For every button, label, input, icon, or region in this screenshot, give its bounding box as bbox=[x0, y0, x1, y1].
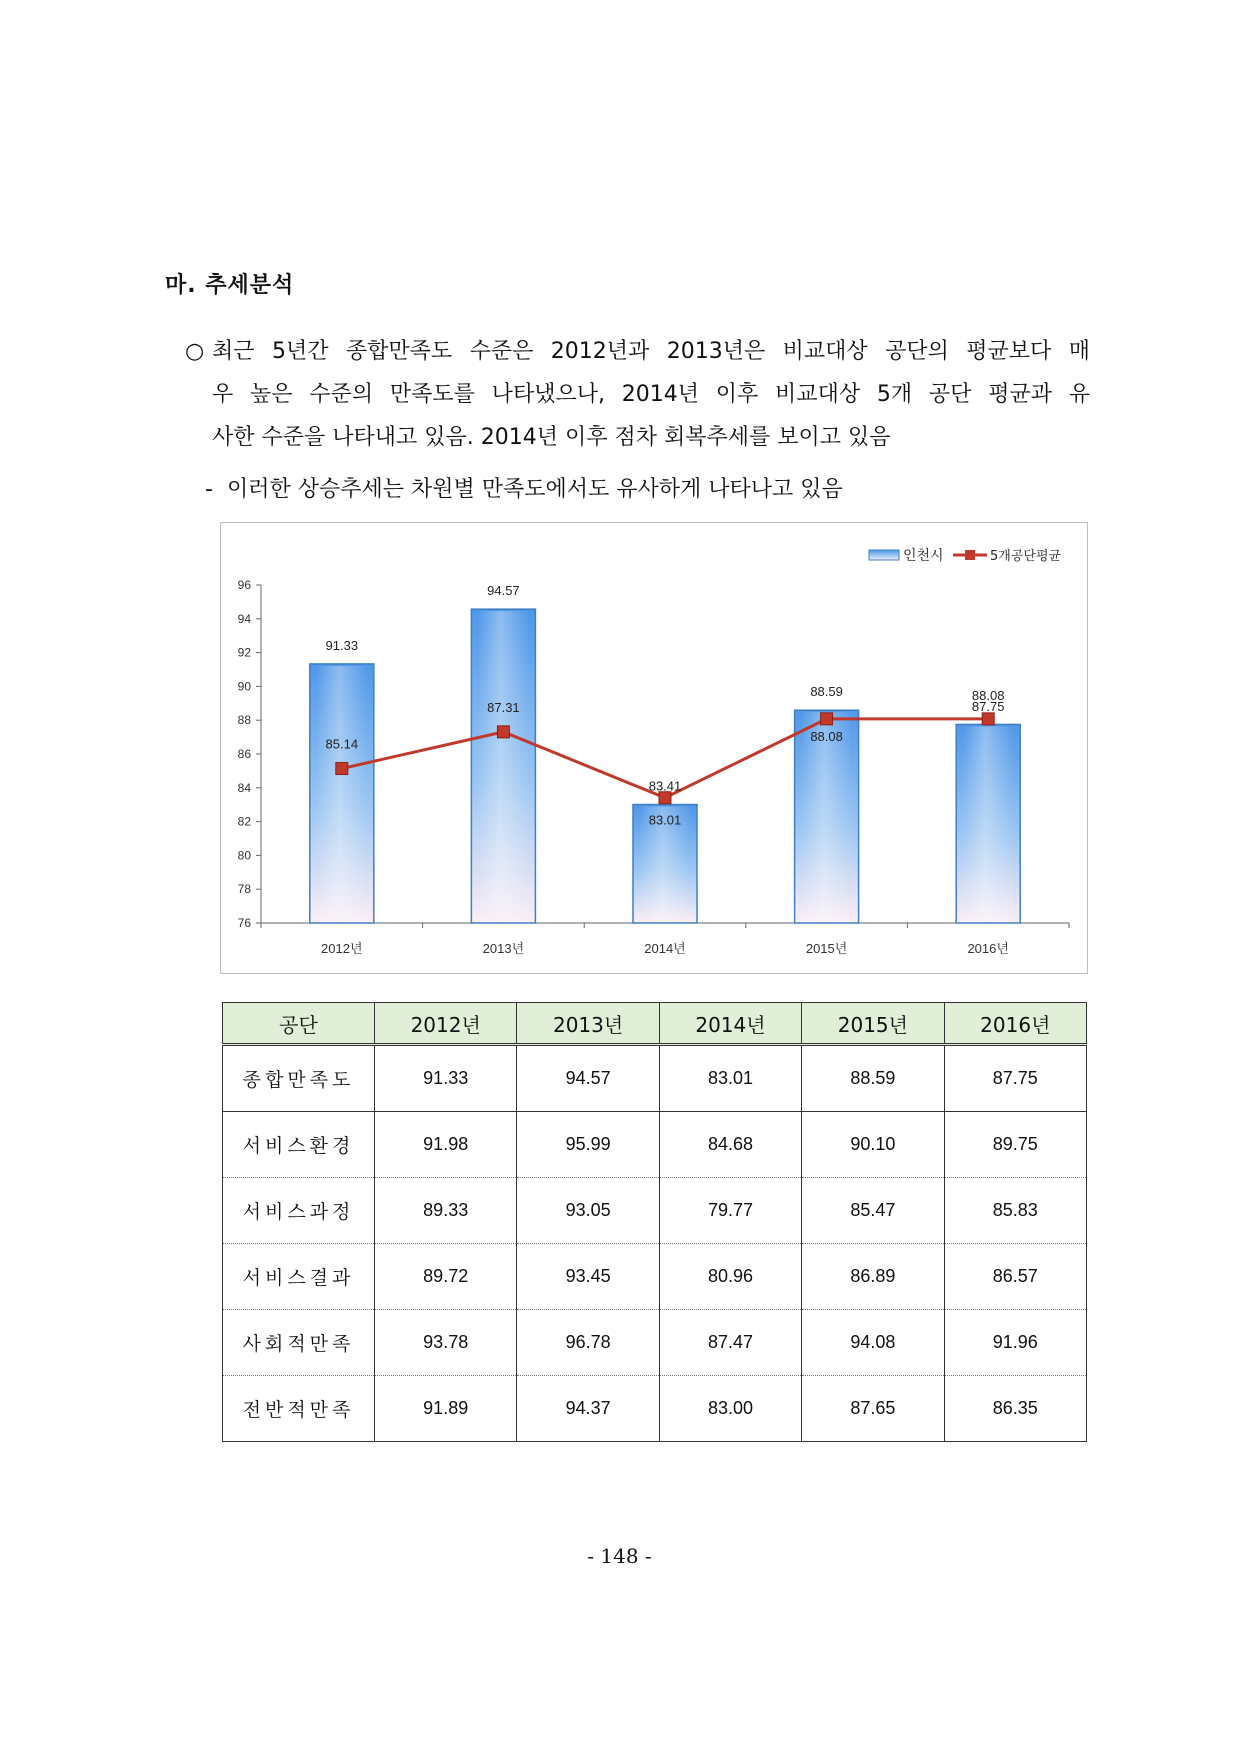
bar-value-label: 88.59 bbox=[810, 684, 843, 700]
y-tick-label: 84 bbox=[237, 780, 251, 795]
table-cell: 96.78 bbox=[517, 1310, 659, 1376]
table-cell: 93.78 bbox=[375, 1310, 517, 1376]
x-tick-label: 2016년 bbox=[967, 941, 1009, 956]
table-cell: 88.59 bbox=[802, 1045, 944, 1112]
satisfaction-table bbox=[222, 1002, 1087, 1442]
y-tick-label: 76 bbox=[237, 916, 251, 930]
table-cell: 91.96 bbox=[944, 1310, 1086, 1376]
bar-highlight bbox=[477, 611, 529, 921]
sub-point bbox=[205, 472, 843, 503]
table-cell: 86.35 bbox=[944, 1376, 1086, 1442]
header-cell: 2016년 bbox=[944, 1003, 1086, 1045]
y-tick-label: 86 bbox=[237, 747, 251, 761]
y-tick-label: 94 bbox=[237, 611, 251, 626]
trend-chart bbox=[220, 522, 1088, 974]
table-cell: 80.96 bbox=[659, 1244, 801, 1310]
table-cell: 89.75 bbox=[944, 1112, 1086, 1178]
line-value-label: 88.08 bbox=[810, 728, 843, 744]
bar-value-label: 94.57 bbox=[487, 583, 520, 599]
y-tick-label: 88 bbox=[237, 713, 251, 728]
table-row bbox=[223, 1310, 1087, 1376]
line-point bbox=[982, 713, 994, 725]
row-label: 사회적만족 bbox=[223, 1310, 375, 1376]
row-label: 전반적만족 bbox=[223, 1376, 375, 1442]
line-value-label: 88.08 bbox=[971, 687, 1005, 703]
y-tick-label: 78 bbox=[237, 882, 251, 897]
table-row bbox=[223, 1376, 1087, 1442]
table-cell: 91.33 bbox=[375, 1045, 517, 1112]
table-cell: 91.98 bbox=[375, 1112, 517, 1178]
table-cell: 91.89 bbox=[375, 1376, 517, 1442]
paragraph-line: 최근 5년간 종합만족도 수준은 2012년과 2013년은 비교대상 공단의 평균보다 매 bbox=[212, 339, 1090, 364]
table-cell: 85.83 bbox=[944, 1178, 1086, 1244]
x-tick-label: 2012년 bbox=[321, 941, 363, 956]
bar-value-label: 83.01 bbox=[648, 812, 682, 828]
line-value-label: 87.31 bbox=[487, 699, 520, 715]
legend-bar-swatch bbox=[869, 550, 899, 560]
legend-line-marker bbox=[965, 550, 975, 560]
table-cell: 94.57 bbox=[517, 1045, 659, 1112]
y-tick-label: 90 bbox=[237, 679, 251, 694]
x-tick-label: 2014년 bbox=[644, 941, 686, 956]
line-point bbox=[659, 792, 671, 804]
bar-value-label: 87.75 bbox=[971, 698, 1005, 714]
dash-bullet: - bbox=[205, 477, 213, 502]
table-cell: 84.68 bbox=[659, 1112, 801, 1178]
table-cell: 89.33 bbox=[375, 1178, 517, 1244]
table-cell: 86.57 bbox=[944, 1244, 1086, 1310]
row-label: 서비스결과 bbox=[223, 1244, 375, 1310]
table-cell: 94.08 bbox=[802, 1310, 944, 1376]
table-cell: 79.77 bbox=[659, 1178, 801, 1244]
y-tick-label: 96 bbox=[237, 578, 251, 592]
paragraph-line: 우 높은 수준의 만족도를 나타냈으나, 2014년 이후 비교대상 5개 공단 평균과 유 bbox=[212, 382, 1090, 407]
y-tick-label: 80 bbox=[237, 848, 251, 863]
table-header-row bbox=[223, 1003, 1087, 1045]
table-cell: 90.10 bbox=[802, 1112, 944, 1178]
table-cell: 95.99 bbox=[517, 1112, 659, 1178]
table-cell: 87.47 bbox=[659, 1310, 801, 1376]
line-point bbox=[336, 763, 348, 775]
y-tick-label: 82 bbox=[237, 814, 251, 829]
header-cell: 2015년 bbox=[802, 1003, 944, 1045]
row-label: 종합만족도 bbox=[223, 1045, 375, 1112]
table-cell: 93.05 bbox=[517, 1178, 659, 1244]
table-cell: 87.65 bbox=[802, 1376, 944, 1442]
row-label: 서비스과정 bbox=[223, 1178, 375, 1244]
line-point bbox=[497, 726, 509, 738]
header-cell: 2013년 bbox=[517, 1003, 659, 1045]
table-row bbox=[223, 1178, 1087, 1244]
line-point bbox=[821, 713, 833, 725]
x-tick-label: 2015년 bbox=[805, 941, 848, 956]
header-cell: 2014년 bbox=[659, 1003, 801, 1045]
page-number: - 148 - bbox=[587, 1544, 652, 1568]
line-value-label: 85.14 bbox=[325, 736, 359, 752]
table-cell: 83.00 bbox=[659, 1376, 801, 1442]
table-cell: 94.37 bbox=[517, 1376, 659, 1442]
table-cell: 86.89 bbox=[802, 1244, 944, 1310]
legend-line-label: 5개공단평균 bbox=[990, 549, 1062, 564]
bar-highlight bbox=[962, 726, 1014, 921]
table-cell: 87.75 bbox=[944, 1045, 1086, 1112]
paragraph-line: 사한 수준을 나타내고 있음. 2014년 이후 점차 회복추세를 보이고 있음 bbox=[212, 425, 891, 450]
table-row bbox=[223, 1045, 1087, 1112]
table-cell: 93.45 bbox=[517, 1244, 659, 1310]
table-row bbox=[223, 1244, 1087, 1310]
table-row bbox=[223, 1112, 1087, 1178]
sub-point-text: 이러한 상승추세는 차원별 만족도에서도 유사하게 나타나고 있음 bbox=[226, 477, 843, 502]
header-cell: 공단 bbox=[223, 1003, 375, 1045]
summary-paragraph bbox=[185, 330, 1090, 459]
row-label: 서비스환경 bbox=[223, 1112, 375, 1178]
x-tick-label: 2013년 bbox=[482, 941, 525, 956]
line-value-label: 83.41 bbox=[648, 778, 682, 794]
table-cell: 89.72 bbox=[375, 1244, 517, 1310]
bar-highlight bbox=[316, 666, 368, 921]
legend-bar-label: 인천시 bbox=[903, 548, 944, 564]
bar-value-label: 91.33 bbox=[325, 637, 359, 653]
y-tick-label: 92 bbox=[237, 645, 251, 660]
circle-bullet: ○ bbox=[185, 339, 205, 364]
table-cell: 83.01 bbox=[659, 1045, 801, 1112]
table-cell: 85.47 bbox=[802, 1178, 944, 1244]
section-heading: 마. 추세분석 bbox=[165, 273, 295, 298]
header-cell: 2012년 bbox=[375, 1003, 517, 1045]
chart-svg bbox=[221, 523, 1087, 973]
